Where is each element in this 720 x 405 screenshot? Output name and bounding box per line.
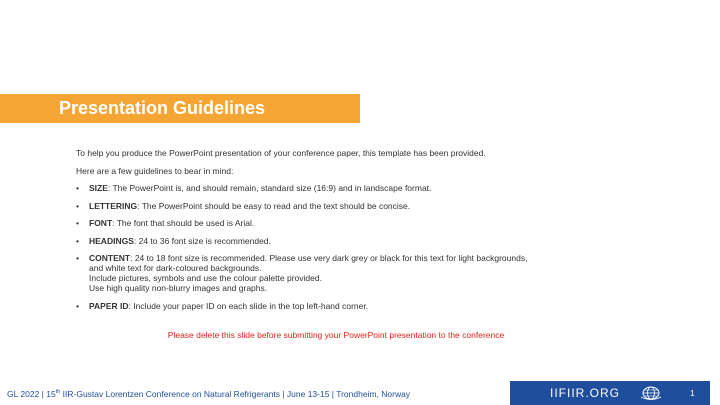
bullet-label: FONT (89, 218, 113, 228)
globe-icon (640, 385, 662, 401)
list-item (76, 253, 616, 293)
bullet-text-line: and white text for dark-coloured backgrounds. (89, 263, 262, 273)
bullet-text-line: Use high quality non-blurry images and graphs. (89, 283, 268, 293)
footer-superscript: th (55, 389, 61, 396)
bullet-text-line: Include pictures, symbols and use the colour palette provided. (89, 273, 322, 283)
footer-prefix: GL 2022 | 15 (7, 389, 56, 399)
list-item (76, 301, 616, 311)
slide-title: Presentation Guidelines (59, 98, 266, 118)
intro-text: To help you produce the PowerPoint presentation of your conference paper, this template has been provided. (76, 148, 486, 158)
guidelines-list (76, 183, 616, 311)
bullet-text: : 24 to 36 font size is recommended. (133, 235, 271, 246)
delete-notice: Please delete this slide before submitting your PowerPoint presentation to the conference (167, 330, 505, 340)
bullet-label: HEADINGS (89, 235, 134, 246)
list-item (76, 218, 616, 228)
bullet-label: CONTENT (89, 253, 131, 263)
bullet-text: : The PowerPoint is, and should remain, standard size (16:9) and in landscape format. (107, 183, 432, 193)
footer-suffix: IIR-Gustav Lorentzen Conference on Natural Refrigerants | June 13-15 | Trondheim, Norway (60, 389, 411, 399)
guidelines-body (76, 148, 616, 318)
list-item (76, 201, 616, 211)
brand-link[interactable]: IIFIIR.ORG (550, 386, 620, 400)
guidelines-intro: Here are a few guidelines to bear in mind: (76, 165, 234, 176)
bullet-text: : 24 to 18 font size is recommended. Please use very dark grey or black for this text for light backgrounds, (130, 253, 528, 263)
list-item (76, 236, 616, 246)
page-number: 1 (690, 388, 695, 398)
bullet-label: PAPER ID (89, 300, 129, 311)
bullet-label: SIZE (89, 183, 108, 193)
bullet-text: : Include your paper ID on each slide in the top left-hand corner. (128, 300, 369, 311)
bullet-label: LETTERING (89, 200, 138, 211)
list-item (76, 183, 616, 193)
bullet-text: : The font that should be used is Arial. (112, 218, 255, 228)
footer-conference (7, 389, 410, 399)
bullet-text: : The PowerPoint should be easy to read and the text should be concise. (137, 200, 411, 211)
